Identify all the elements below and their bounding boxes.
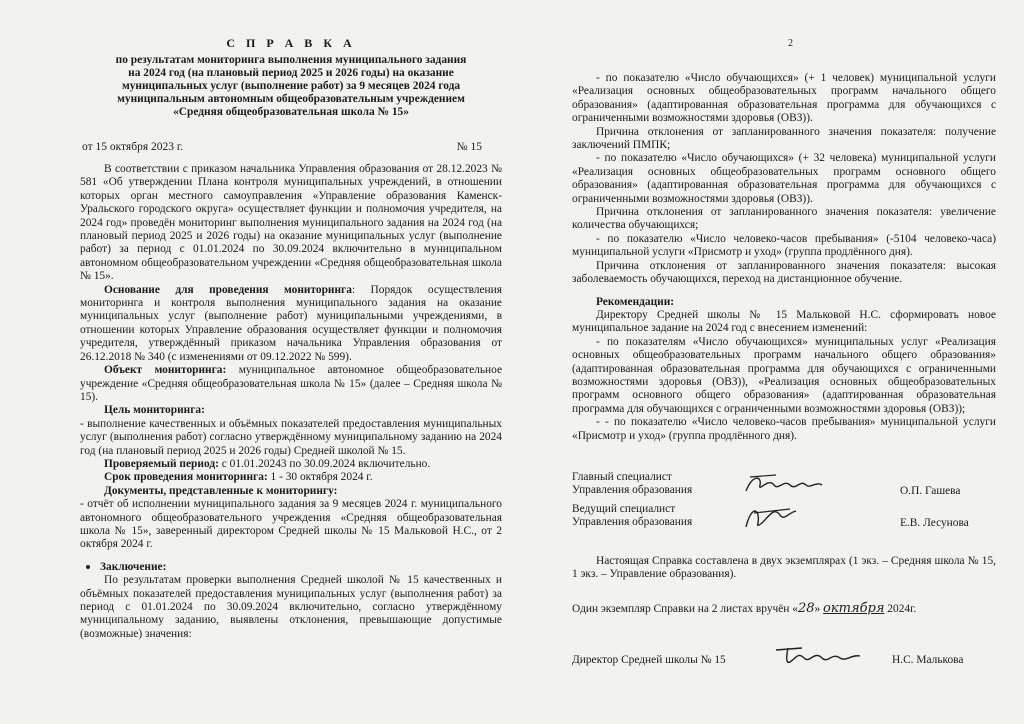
director-title: Директор Средней школы № 15 bbox=[572, 654, 726, 667]
signer-1-name: О.П. Гашева bbox=[900, 484, 961, 497]
object-label: Объект мониторинга: bbox=[104, 364, 227, 377]
reason-2: Причина отклонения от запланированного значения показателя: увеличение количества обучающихся; bbox=[572, 206, 996, 232]
deviation-2: - по показателю «Число обучающихся» (+ 32 человека) муниципальной услуги «Реализация основных общеобразовательных программ основного общего образования» (адаптированная образовательная программа для обучающихся с ограниченными возможностями здоровья (ОВЗ)). bbox=[572, 152, 996, 205]
signer-2-position: Ведущий специалист bbox=[572, 502, 676, 515]
subtitle-line: муниципальных услуг (выполнение работ) за 9 месяцев 2024 года bbox=[121, 80, 461, 92]
reason-3: Причина отклонения от запланированного значения показателя: высокая заболеваемость обучающихся, переход на дистанционное обучение. bbox=[572, 259, 996, 286]
signer-2-name: Е.В. Лесунова bbox=[900, 516, 969, 529]
recommendations-heading: Рекомендации: bbox=[596, 295, 675, 308]
goal-heading: Цель мониторинга: bbox=[104, 404, 205, 417]
conclusion-label: Заключение: bbox=[100, 560, 167, 573]
doc-date: от 15 октября 2023 г. bbox=[82, 141, 184, 153]
recommendation-item: - - по показателю «Число человеко-часов пребывания» муниципальной услуги «Присмотр и уход» (группа продлённого дня). bbox=[572, 416, 996, 442]
period-label: Проверяемый период: bbox=[104, 457, 219, 470]
doc-subtitle bbox=[80, 54, 502, 119]
received-line: Один экземпляр Справки на 2 листах вручён «28» октября 2024г. bbox=[572, 600, 917, 616]
signer-2-department: Управления образования bbox=[572, 516, 693, 529]
signature-block-2 bbox=[572, 503, 996, 533]
received-year: 2024г. bbox=[887, 602, 917, 615]
goal-text: - выполнение качественных и объёмных показателей предоставления муниципальных услуг (выполнения работ) согласно утверждённому муниципальному заданию на 2024 год (на плановый период 2025 и 2026 годы) Средней школой № 15. bbox=[80, 417, 502, 457]
doc-number: № 15 bbox=[456, 141, 482, 153]
subtitle-line: по результатам мониторинга выполнения муниципального задания bbox=[115, 54, 467, 66]
intro-paragraph: В соответствии с приказом начальника Управления образования от 28.12.2023 № 581 «Об утверждении Плана контроля муниципальных учреждений, в отношении которых орган местного самоуправления «Управление образования Каменск-Уральского городского округа» осуществляет функции и полномочия учредителя, на 2024 год» проведён мониторинг выполнения муниципального задания на 2024 год (на плановый период 2025 и 2026 годы) на оказание муниципальных услуг (выполнение работ) за период с 01.01.2024 по 30.09.2024 включительно в муниципальном автономном общеобразовательном учреждении «Средняя общеобразовательная школа № 15». bbox=[80, 163, 502, 283]
copies-note: Настоящая Справка составлена в двух экземплярах (1 экз. – Средняя школа № 15, 1 экз. – Управление образования). bbox=[572, 554, 996, 581]
basis-text: : Порядок осуществления мониторинга и контроля выполнения муниципального задания на оказание муниципальных услуг (выполнение работ) муниципальными учреждениями, в отношении которых Управление образования осуществляет функции и полномочия учредителя, утверждённый приказом начальника Управления образования от 26.12.2018 № 340 (с изменениями от 09.12.2022 № 599). bbox=[80, 283, 502, 363]
director-name: Н.С. Малькова bbox=[892, 654, 964, 667]
signature-icon bbox=[740, 503, 900, 533]
object-text: муниципальное автономное общеобразовательное учреждение «Средняя общеобразовательная школа № 15» (далее – Средняя школа № 15). bbox=[80, 364, 502, 403]
subtitle-line: «Средняя общеобразовательная школа № 15» bbox=[173, 106, 409, 118]
doc-title: С П Р А В К А bbox=[226, 36, 356, 50]
deviation-3: - по показателю «Число человеко-часов пребывания» (-5104 человеко-часа) муниципальной услуги «Присмотр и уход» (группа продлённого дня). bbox=[572, 232, 996, 259]
signature-icon bbox=[772, 640, 892, 670]
term-paragraph bbox=[80, 471, 502, 484]
signer-1-position: Главный специалист bbox=[572, 470, 672, 483]
docs-text: - отчёт об исполнении муниципального задания за 9 месяцев 2024 г. муниципального автономного общеобразовательного учреждения «Средняя общеобразовательная школа № 15», заверенный директором Средней школы № 15 Мальковой Н.С., от 2 октября 2024 г. bbox=[80, 498, 502, 551]
basis-paragraph bbox=[80, 284, 502, 364]
signature-block-1 bbox=[572, 471, 996, 501]
period-paragraph bbox=[80, 458, 502, 471]
object-paragraph bbox=[80, 364, 502, 404]
date-number-line bbox=[82, 141, 482, 153]
reason-1: Причина отклонения от запланированного значения показателя: получение заключений ПМПК; bbox=[572, 125, 996, 152]
page-number: 2 bbox=[788, 38, 793, 49]
recommendations-intro: Директору Средней школы № 15 Мальковой Н.С. сформировать новое муниципальное задание на 2024 год с внесением изменений: bbox=[572, 308, 996, 335]
signer-1-title bbox=[572, 471, 740, 498]
deviation-1: - по показателю «Число обучающихся» (+ 1 человек) муниципальной услуги «Реализация основных общеобразовательных программ начального общего образования» (адаптированная образовательная программа для обучающихся с ограниченными возможностями здоровья (ОВЗ)). bbox=[572, 72, 996, 125]
received-prefix: Один экземпляр Справки на 2 листах вручён bbox=[572, 602, 790, 615]
docs-heading: Документы, представленные к мониторингу: bbox=[104, 484, 338, 497]
conclusion-text: По результатам проверки выполнения Средней школой № 15 качественных и объёмных показателей предоставления муниципальных услуг (выполнения работ) за период с 01.01.2024 по 30.09.2024 включительно, согласно утверждённому муниципальному заданию, выявлены отклонения, превышающие допустимые (возможные) значения: bbox=[80, 574, 502, 640]
signer-2-title bbox=[572, 503, 740, 530]
subtitle-line: муниципальным автономным общеобразовательным учреждением bbox=[117, 93, 465, 105]
director-signature-block bbox=[572, 640, 996, 670]
received-month: октября bbox=[823, 600, 885, 616]
received-day: 28 bbox=[797, 600, 815, 616]
signature-icon bbox=[740, 471, 900, 501]
page-2 bbox=[512, 0, 1024, 724]
signer-1-department: Управления образования bbox=[572, 484, 693, 497]
conclusion-heading bbox=[80, 561, 502, 574]
term-text: 1 - 30 октября 2024 г. bbox=[267, 471, 373, 484]
recommendation-item: - по показателям «Число обучающихся» муниципальных услуг «Реализация основных общеобразовательных программ начального общего образования» (адаптированная образовательная программа для обучающихся с ограниченными возможностями здоровья (ОВЗ)), «Реализация основных общеобразовательных программ основного общего образования» (адаптированная образовательная программа для обучающихся с ограниченными возможностями здоровья (ОВЗ)); bbox=[572, 335, 996, 415]
period-text: с 01.01.20243 по 30.09.2024 включительно. bbox=[218, 457, 431, 470]
term-label: Срок проведения мониторинга: bbox=[104, 471, 268, 484]
subtitle-line: на 2024 год (на плановый период 2025 и 2026 годы) на оказание bbox=[128, 67, 454, 79]
basis-label: Основание для проведения мониторинга bbox=[104, 283, 352, 296]
bullet-icon bbox=[86, 565, 90, 569]
